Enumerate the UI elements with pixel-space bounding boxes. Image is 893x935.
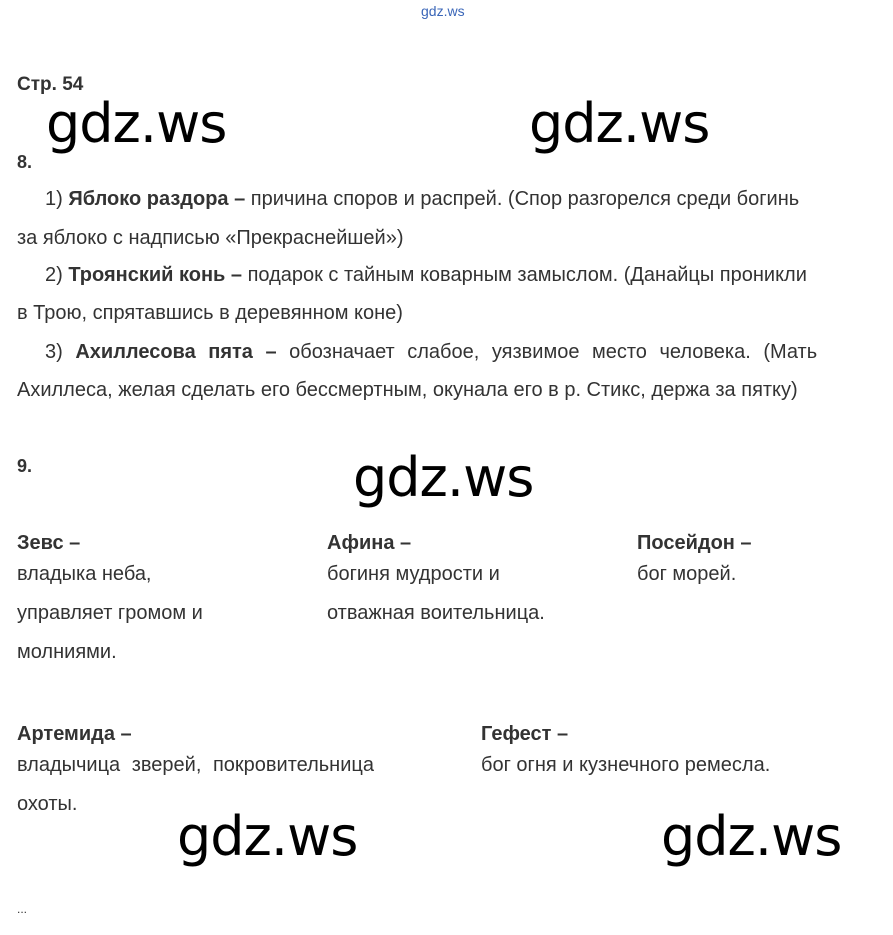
idiom-term: Яблоко раздора –	[68, 188, 246, 210]
watermark: gdz.ws	[529, 92, 710, 155]
description-line: молниями.	[17, 641, 117, 663]
god-name: Артемида –	[17, 723, 132, 745]
task-number: 9.	[17, 456, 33, 476]
item-prefix: 2)	[45, 264, 69, 286]
item-prefix: 1)	[45, 188, 69, 210]
idiom-definition: причина споров и распрей. (Спор разгорелся среди богинь	[245, 188, 800, 210]
god-description	[327, 555, 617, 633]
description-line: управляет громом и	[17, 602, 203, 624]
idiom-line	[45, 188, 799, 211]
page-reference: Стр. 54	[17, 74, 84, 95]
god-name: Афина –	[327, 532, 412, 554]
watermark: gdz.ws	[177, 805, 358, 868]
description-line: отважная воительница.	[327, 602, 545, 624]
description-line: богиня мудрости и	[327, 563, 500, 585]
god-entry-zeus	[17, 532, 307, 672]
idiom-continuation: в Трою, спрятавшись в деревянном коне)	[17, 302, 403, 324]
god-entry-artemis	[17, 723, 417, 824]
description-line: владыка неба,	[17, 563, 152, 585]
god-description	[17, 746, 417, 824]
god-entry-poseidon	[637, 532, 877, 594]
god-entry-athena	[327, 532, 617, 633]
item-prefix: 3)	[45, 341, 76, 363]
idiom-line	[45, 341, 817, 364]
god-name: Посейдон –	[637, 532, 752, 554]
task-number: 8.	[17, 152, 33, 172]
god-entry-hephaestus	[481, 723, 881, 785]
footer-fragment: ...	[17, 902, 28, 916]
idiom-continuation: Ахиллеса, желая сделать его бессмертным, окунала его в р. Стикс, держа за пятку)	[17, 379, 798, 401]
watermark: gdz.ws	[46, 92, 227, 155]
god-description	[17, 555, 307, 672]
description-line: бог огня и кузнечного ремесла.	[481, 754, 771, 776]
description-line: охоты.	[17, 793, 78, 815]
god-description	[637, 555, 877, 594]
site-mark: gdz.ws	[421, 3, 465, 19]
god-name: Гефест –	[481, 723, 569, 745]
idiom-continuation: за яблоко с надписью «Прекраснейшей»)	[17, 227, 404, 249]
idiom-term: Троянский конь –	[68, 264, 243, 286]
idiom-line	[45, 264, 807, 287]
description-line: бог морей.	[637, 563, 737, 585]
watermark: gdz.ws	[661, 805, 842, 868]
god-description	[481, 746, 881, 785]
watermark: gdz.ws	[353, 446, 534, 509]
god-name: Зевс –	[17, 532, 81, 554]
idiom-definition: обозначает слабое, уязвимое место человека. (Мать	[276, 341, 818, 363]
idiom-definition: подарок с тайным коварным замыслом. (Данайцы проникли	[242, 264, 807, 286]
description-line: владычица зверей, покровительница	[17, 754, 374, 776]
idiom-term: Ахиллесова пята –	[75, 341, 277, 363]
